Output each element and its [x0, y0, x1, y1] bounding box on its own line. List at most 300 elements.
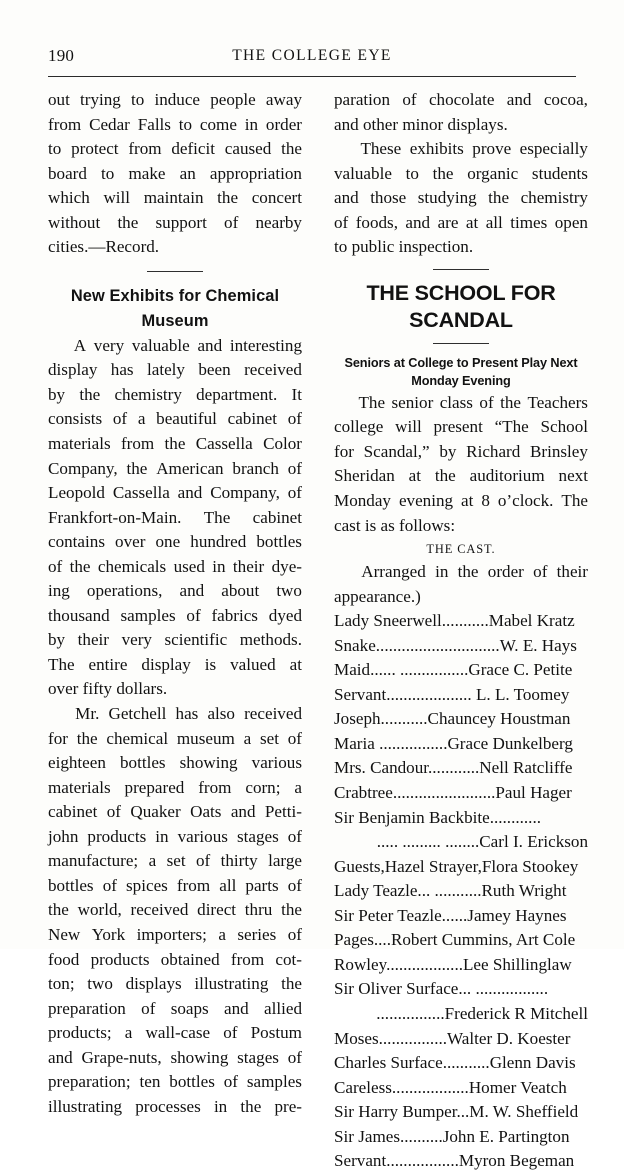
- word: Cassella: [195, 434, 253, 454]
- paragraph-indent: [48, 334, 66, 359]
- word: Cassella: [112, 483, 170, 503]
- text-line: [48, 849, 302, 874]
- feature-deck: [334, 354, 588, 391]
- word: Leopold: [48, 483, 105, 503]
- cast-entry: Servant.................Myron Begeman: [334, 1151, 575, 1171]
- word: very: [121, 630, 152, 650]
- word: especially: [519, 139, 588, 159]
- word: by: [48, 630, 66, 650]
- text-line: cast is as follows:: [334, 515, 456, 535]
- word: at: [289, 654, 302, 674]
- word: corn;: [245, 777, 281, 797]
- word: New: [48, 924, 81, 944]
- word: of: [287, 924, 302, 944]
- word: of: [334, 212, 349, 232]
- text-line: [48, 113, 302, 138]
- text-line: [334, 137, 588, 162]
- word: Scandal,”: [363, 441, 430, 461]
- text-line: [48, 457, 302, 482]
- word: of: [287, 875, 302, 895]
- word: showing: [170, 1047, 229, 1067]
- word: eighteen: [48, 753, 106, 773]
- word: ton;: [48, 974, 75, 994]
- word: one: [155, 532, 181, 552]
- word: materials: [48, 777, 111, 797]
- text-line: [48, 997, 302, 1022]
- word: of: [106, 802, 121, 822]
- word: protect: [71, 139, 119, 159]
- text-line: [48, 702, 302, 727]
- word: and: [230, 802, 256, 822]
- word: evening: [398, 491, 454, 511]
- word: without: [48, 212, 101, 232]
- word: away: [265, 90, 302, 109]
- word: in: [155, 826, 169, 846]
- word: will: [395, 417, 422, 437]
- word: college: [334, 417, 384, 437]
- cast-entry: ..... ......... ........Carl I. Erickson: [376, 832, 588, 852]
- word: the: [164, 434, 186, 454]
- feature-divider-rule-bottom: [334, 334, 588, 354]
- text-line: [48, 972, 302, 997]
- word: the: [457, 562, 479, 582]
- word: to: [405, 163, 419, 183]
- word: nearby: [255, 212, 302, 232]
- word: in: [212, 556, 226, 576]
- word: thru: [244, 900, 273, 920]
- word: at: [461, 491, 474, 511]
- cast-entry: Lady Teazle... ...........Ruth Wright: [334, 881, 567, 901]
- word: of: [186, 605, 201, 625]
- word: cabinet: [48, 802, 98, 822]
- word: about: [221, 581, 260, 601]
- text-line: appearance.): [334, 586, 421, 606]
- word: world,: [77, 900, 122, 920]
- word: museum: [176, 728, 235, 748]
- word: valuable: [334, 163, 392, 183]
- word: the: [281, 139, 302, 159]
- word: These: [360, 139, 402, 159]
- word: from: [48, 114, 82, 134]
- word: of: [533, 562, 548, 582]
- text-line: [48, 751, 302, 776]
- word: Frankfort-on-Main.: [48, 507, 182, 527]
- word: has: [110, 360, 134, 380]
- word: The: [203, 507, 231, 527]
- word: two: [276, 581, 302, 601]
- word: the: [69, 556, 91, 576]
- text-line: cities.—Record.: [48, 237, 160, 257]
- cast-entry: Snake.............................W. E. Hays: [334, 635, 577, 655]
- word: to: [101, 163, 115, 183]
- word: parts: [245, 875, 279, 895]
- word: of: [287, 483, 302, 503]
- deck-line: Monday Evening: [411, 374, 511, 389]
- word: has: [175, 704, 199, 724]
- word: It: [291, 384, 302, 404]
- text-line: [334, 162, 588, 187]
- word: the: [217, 188, 239, 208]
- word: the: [281, 900, 302, 920]
- feature-headline: THE SCHOOL FOR SCANDAL: [366, 280, 556, 332]
- word: Quaker: [130, 802, 181, 822]
- cast-entry: Maid...... ................Grace C. Petite: [334, 660, 573, 680]
- cast-entry: Sir Peter Teazle......Jamey Haynes: [334, 905, 567, 925]
- cast-list: [334, 609, 588, 1174]
- word: received: [244, 704, 302, 724]
- word: trying: [80, 90, 121, 109]
- word: thousand: [48, 605, 110, 625]
- cast-entry: Joseph...........Chauncey Houstman: [334, 709, 571, 729]
- text-line: [334, 415, 588, 440]
- word: maintain: [143, 188, 204, 208]
- word: from: [198, 777, 232, 797]
- word: of: [402, 90, 417, 109]
- word: illustrating: [48, 1096, 123, 1116]
- word: open: [554, 212, 588, 232]
- word: preparation: [48, 998, 126, 1018]
- text-line: [48, 481, 302, 506]
- word: 8: [481, 491, 490, 511]
- feature-divider-rule-top: [334, 260, 588, 280]
- word: by: [48, 384, 66, 404]
- article-body-left: [48, 334, 302, 1120]
- section-divider-rule: [48, 260, 302, 284]
- word: The: [358, 392, 386, 412]
- word: board: [48, 163, 87, 183]
- word: School: [540, 417, 588, 437]
- word: Sheridan: [334, 466, 395, 486]
- word: stages: [236, 826, 279, 846]
- word: soaps: [170, 998, 209, 1018]
- word: “The: [494, 417, 529, 437]
- text-line: [48, 211, 302, 236]
- word: john: [48, 826, 79, 846]
- word: ten: [139, 1072, 161, 1092]
- left-column: [48, 88, 302, 1119]
- word: chemistry: [114, 384, 182, 404]
- word: showing: [179, 753, 238, 773]
- word: their: [77, 630, 109, 650]
- text-line: [334, 391, 588, 416]
- cast-entry: Rowley..................Lee Shillinglaw: [334, 954, 572, 974]
- page-number: 190: [48, 46, 75, 65]
- word: Teachers: [527, 392, 588, 412]
- text-line: [334, 211, 588, 236]
- cast-entry: Careless..................Homer Veatch: [334, 1077, 567, 1097]
- word: American: [156, 458, 224, 478]
- word: preparation;: [48, 1072, 131, 1092]
- cast-intro: [334, 560, 588, 609]
- word: times: [510, 212, 548, 232]
- word: products: [87, 826, 147, 846]
- article-title-line: Museum: [141, 311, 209, 330]
- word: materials: [48, 434, 111, 454]
- word: Arranged: [361, 562, 426, 582]
- text-line: [48, 137, 302, 162]
- word: display: [141, 654, 191, 674]
- word: o’clock.: [497, 491, 554, 511]
- word: studying: [417, 188, 477, 208]
- word: and: [224, 998, 249, 1018]
- word: people: [210, 90, 256, 109]
- word: and: [179, 581, 205, 601]
- word: auditorium: [469, 466, 545, 486]
- text-line: over fifty dollars.: [48, 679, 168, 699]
- header-rule: [48, 76, 576, 77]
- word: samples: [246, 1072, 302, 1092]
- text-line: [48, 923, 302, 948]
- word: Petti-: [264, 802, 302, 822]
- deck-line: Seniors at College to Present Play Next: [344, 355, 578, 370]
- text-line: [48, 1095, 302, 1120]
- word: of: [48, 556, 63, 576]
- word: next: [558, 466, 588, 486]
- article-title: [48, 284, 302, 334]
- word: students: [531, 163, 588, 183]
- cast-entry: Sir Benjamin Backbite............: [334, 807, 541, 827]
- word: Falls: [137, 114, 171, 134]
- word: large: [268, 851, 302, 871]
- word: fabrics: [211, 605, 258, 625]
- word: a: [137, 409, 146, 429]
- word: the: [281, 974, 302, 994]
- word: out: [48, 90, 70, 109]
- word: department.: [196, 384, 278, 404]
- word: exhibits: [409, 139, 464, 159]
- word: to: [178, 114, 193, 134]
- exhibits-paragraph: [334, 137, 588, 260]
- word: at: [465, 212, 479, 232]
- word: at: [408, 466, 421, 486]
- word: in: [213, 1096, 228, 1116]
- text-line: [48, 432, 302, 457]
- word: for: [48, 728, 68, 748]
- word: ing: [48, 581, 70, 601]
- cast-entry: Sir James..........John E. Partington: [334, 1126, 570, 1146]
- word: obtained: [160, 949, 220, 969]
- word: from: [230, 949, 265, 969]
- word: Richard: [466, 441, 521, 461]
- word: support: [155, 212, 207, 232]
- word: to: [131, 90, 145, 109]
- word: display: [48, 360, 98, 380]
- text-line: [48, 1070, 302, 1095]
- text-line: [48, 948, 302, 973]
- word: lately: [147, 360, 185, 380]
- cast-entry: Maria ................Grace Dunkelberg: [334, 733, 573, 753]
- text-line: and other minor displays.: [334, 114, 508, 134]
- word: very: [93, 335, 125, 355]
- paragraph-indent: [334, 391, 352, 416]
- word: used: [173, 556, 205, 576]
- word: allied: [264, 998, 302, 1018]
- word: of: [287, 458, 302, 478]
- word: been: [198, 360, 231, 380]
- text-line: [48, 874, 302, 899]
- paragraph-indent: [334, 560, 352, 585]
- word: order: [487, 562, 524, 582]
- word: cabinet: [227, 409, 277, 429]
- word: make: [128, 163, 166, 183]
- word: concert: [251, 188, 302, 208]
- right-column: [334, 88, 588, 1174]
- word: their: [556, 562, 588, 582]
- word: a: [218, 924, 226, 944]
- word: a: [294, 777, 302, 797]
- word: wall-case: [145, 1023, 211, 1043]
- word: bottles: [256, 532, 302, 552]
- word: operations,: [86, 581, 163, 601]
- word: York: [91, 924, 126, 944]
- text-line: [48, 1021, 302, 1046]
- text-line: [48, 506, 302, 531]
- cast-entry: Sir Harry Bumper...M. W. Sheffield: [334, 1102, 579, 1122]
- word: series: [237, 924, 277, 944]
- text-line: [48, 579, 302, 604]
- article-title-line: New Exhibits for Chemical: [70, 286, 280, 305]
- word: in: [244, 114, 259, 134]
- word: of: [287, 1047, 302, 1067]
- publication-title: THE COLLEGE EYE: [232, 47, 392, 64]
- word: and: [334, 188, 359, 208]
- paragraph-indent: [48, 702, 66, 727]
- word: will: [103, 188, 131, 208]
- word: deficit: [171, 139, 216, 159]
- text-line: [48, 334, 302, 359]
- word: in: [435, 562, 449, 582]
- cast-entry: Sir Oliver Surface... .................: [334, 979, 549, 999]
- word: direct: [197, 900, 237, 920]
- word: the: [76, 728, 98, 748]
- word: the: [48, 900, 69, 920]
- word: those: [370, 188, 407, 208]
- text-line: [334, 489, 588, 514]
- word: of: [141, 998, 156, 1018]
- word: consists: [48, 409, 103, 429]
- word: pre-: [274, 1096, 302, 1116]
- word: of: [112, 409, 128, 429]
- cast-label: THE CAST.: [426, 542, 496, 557]
- word: an: [179, 163, 196, 183]
- word: of: [102, 875, 117, 895]
- word: for: [334, 441, 354, 461]
- text-line: [334, 440, 588, 465]
- text-line: [48, 776, 302, 801]
- word: beautiful: [156, 409, 217, 429]
- text-line: [48, 1046, 302, 1071]
- word: hundred: [190, 532, 247, 552]
- word: various: [177, 826, 228, 846]
- cast-entry: ................Frederick R Mitchell: [376, 1003, 588, 1023]
- word: of: [223, 1072, 238, 1092]
- word: various: [251, 753, 302, 773]
- word: contains: [48, 532, 105, 552]
- word: chocolate: [428, 90, 495, 109]
- word: Company,: [210, 483, 280, 503]
- word: thirty: [220, 851, 258, 871]
- text-line: [48, 825, 302, 850]
- word: the: [240, 1096, 262, 1116]
- word: induce: [154, 90, 201, 109]
- word: The: [48, 654, 75, 674]
- word: a: [124, 1023, 133, 1043]
- word: Company,: [48, 458, 118, 478]
- word: the: [126, 458, 148, 478]
- word: importers;: [136, 924, 207, 944]
- continued-paragraph-right: [334, 88, 588, 137]
- word: of: [479, 392, 494, 412]
- word: cabinet: [252, 507, 302, 527]
- word: entire: [88, 654, 128, 674]
- cast-entry: Pages....Robert Cummins, Art Cole: [334, 930, 576, 950]
- text-line: [48, 358, 302, 383]
- word: stages: [237, 1047, 279, 1067]
- word: and: [405, 212, 431, 232]
- word: chemical: [106, 728, 169, 748]
- word: set: [166, 851, 186, 871]
- word: received: [130, 900, 189, 920]
- word: illustrating: [194, 974, 269, 994]
- word: valuable: [131, 335, 190, 355]
- word: a: [243, 728, 252, 748]
- word: and: [48, 1047, 73, 1067]
- word: from: [120, 434, 155, 454]
- cast-entry: Lady Sneerwell...........Mabel Kratz: [334, 611, 575, 631]
- text-line: [48, 530, 302, 555]
- word: of: [195, 851, 211, 871]
- word: two: [87, 974, 113, 994]
- word: of: [287, 728, 302, 748]
- word: the: [432, 163, 454, 183]
- word: are: [437, 212, 459, 232]
- word: all: [219, 875, 237, 895]
- word: branch: [232, 458, 279, 478]
- word: prove: [472, 139, 512, 159]
- text-line: [48, 800, 302, 825]
- word: and: [506, 90, 532, 109]
- text-line: to public inspection.: [334, 237, 474, 257]
- word: Mr.: [75, 704, 100, 724]
- word: bottles: [48, 875, 94, 895]
- word: to: [48, 139, 62, 159]
- word: dyed: [268, 605, 302, 625]
- continued-paragraph-left: [48, 88, 302, 260]
- text-line: [48, 383, 302, 408]
- text-line: [334, 560, 588, 585]
- word: from: [128, 139, 162, 159]
- word: displays: [125, 974, 182, 994]
- word: of: [223, 1023, 238, 1043]
- text-line: [48, 604, 302, 629]
- cast-entry: Charles Surface...........Glenn Davis: [334, 1053, 576, 1073]
- word: dye-: [271, 556, 302, 576]
- word: Monday: [334, 491, 391, 511]
- word: products;: [48, 1023, 112, 1043]
- word: a: [148, 851, 157, 871]
- text-line: [48, 186, 302, 211]
- word: Oats: [190, 802, 222, 822]
- word: which: [48, 188, 90, 208]
- word: paration: [334, 90, 391, 109]
- word: Postum: [250, 1023, 302, 1043]
- word: Cedar: [89, 114, 130, 134]
- text-line: [48, 407, 302, 432]
- word: products: [90, 949, 150, 969]
- word: the: [488, 188, 510, 208]
- word: set: [259, 728, 279, 748]
- running-head: [48, 46, 576, 68]
